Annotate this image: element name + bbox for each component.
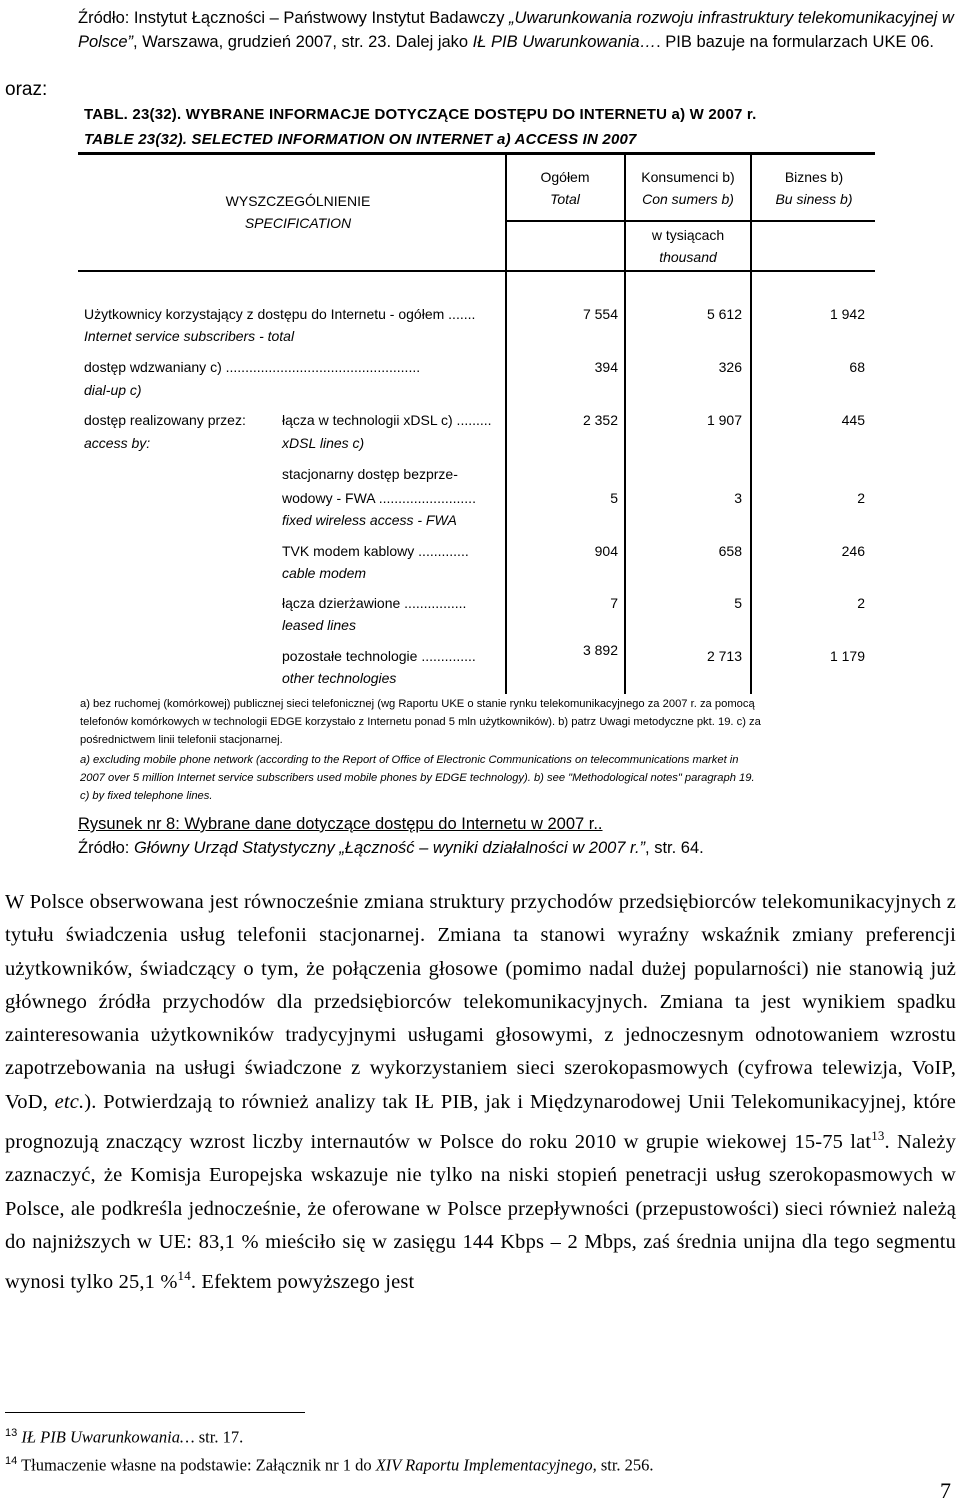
header-spec-pl: WYSZCZEGÓLNIENIE — [225, 193, 371, 209]
row-xdsl-en: xDSL lines c) — [282, 435, 365, 451]
footnote-14 — [5, 1450, 654, 1477]
row-leased-en: leased lines — [282, 617, 356, 633]
source-mid: , Warszawa, grudzień 2007, str. 23. Dalej jako — [133, 33, 473, 51]
cell-dialup-bus: 68 — [849, 359, 865, 375]
footnote-13-number: 13 — [5, 1427, 18, 1439]
cell-fwa-bus: 2 — [857, 490, 865, 506]
footnote-ref-13[interactable]: 13 — [871, 1128, 885, 1144]
cell-total-bus: 1 942 — [829, 306, 865, 322]
body-etc: etc. — [54, 1090, 85, 1113]
table-title-en: TABLE 23(32). SELECTED INFORMATION ON INTERNET a) ACCESS IN 2007 — [84, 131, 637, 148]
table-note-pl-1: a) bez ruchomej (komórkowej) publicznej sieci telefonicznej (wg Raportu UKE o stanie rynku telekomunikacyjnego za 2007 r. za pomocą — [80, 698, 755, 710]
header-unit-pl: w tysiącach — [651, 227, 725, 243]
row-fwa-en: fixed wireless access - FWA — [282, 512, 457, 528]
footnote-13-rest: str. 17. — [194, 1427, 244, 1447]
cell-cable-cons: 658 — [718, 543, 742, 559]
body-paragraph — [5, 886, 956, 1299]
source-prefix: Źródło: Instytut Łączności – Państwowy Instytut Badawczy — [78, 9, 510, 27]
caption-source-suffix: , str. 64. — [645, 839, 704, 857]
row-xdsl-pl: łącza w technologii xDSL c) ......... — [282, 412, 492, 428]
page-number: 7 — [940, 1478, 951, 1503]
body-part-1: W Polsce obserwowana jest równocześnie zmiana struktury przychodów przedsiębiorców telekomunikacyjnych z tytułu świadczenia usług telefonii stacjonarnej. Zmiana ta stanowi wyraźny wskaźnik zmiany preferencji użytkowników, świadczący o tym, że połączenia głosowe (pomimo nadal dużej popularności) nie stanowią już głównego źródła przychodów dla przedsiębiorców telekomunikacyjnych. Zmiana ta jest wynikiem spadku zainteresowania użytkowników tradycyjnymi usługami głosowymi, z jednoczesnym odnotowaniem wzrostu zapotrzebowania na usługi świadczone z wykorzystaniem sieci szerokopasmowych (cyfrowa telewizja, VoIP, VoD, — [5, 891, 956, 1113]
source-citation-top — [78, 6, 956, 54]
header-consumers — [627, 166, 749, 210]
header-cons-pl: Konsumenci b) — [641, 169, 735, 185]
header-bus-en: Bu siness b) — [775, 191, 853, 207]
header-total — [508, 166, 622, 210]
cell-fwa-cons: 3 — [734, 490, 742, 506]
row-fwa-pl-2: wodowy - FWA ......................... — [282, 490, 476, 506]
header-business — [753, 166, 875, 210]
row-access-pl: dostęp realizowany przez: — [84, 412, 246, 428]
table-note-en-2: 2007 over 5 million Internet service subscribers used mobile phones by EDGE technology). b) see "Methodological notes" paragraph 19. — [80, 772, 755, 784]
source-alias: IŁ PIB Uwarunkowania… — [472, 33, 657, 51]
cell-dialup-total: 394 — [594, 359, 618, 375]
header-bottom-rule — [78, 270, 875, 272]
footnote-14-rest: str. 256. — [596, 1455, 654, 1475]
cell-total-cons: 5 612 — [706, 306, 742, 322]
body-part-3: . Należy zaznaczyć, że Komisja Europejska wskazuje nie tylko na niski stopień penetracji usług szerokopasmowych w Polsce, ale podkreśla jednocześnie, że oferowane w Polsce przepływności (przepustowości) sieci również należą do najniższych w UE: 83,1 % mieściło się w zasięgu 144 Kbps – 2 Mbps, zaś średnia unijna dla tego segmentu wynosi tylko 25,1 % — [5, 1130, 956, 1293]
cell-leased-cons: 5 — [734, 595, 742, 611]
cell-dialup-cons: 326 — [718, 359, 742, 375]
oraz-label: oraz: — [5, 79, 48, 100]
cell-other-total: 3 892 — [582, 642, 618, 658]
caption-source-prefix: Źródło: — [78, 839, 134, 857]
cell-leased-total: 7 — [610, 595, 618, 611]
table-note-pl-2: telefonów komórkowych w technologii EDGE korzystało z Internetu ponad 5 mln użytkowników). b) patrz Uwagi metodyczne pkt. 19. c) za — [80, 716, 761, 728]
row-total-en: Internet service subscribers - total — [84, 328, 295, 344]
cell-cable-total: 904 — [594, 543, 618, 559]
col-divider-3 — [750, 154, 752, 694]
row-other-en: other technologies — [282, 670, 397, 686]
row-cable-en: cable modem — [282, 565, 367, 581]
cell-leased-bus: 2 — [857, 595, 865, 611]
row-dialup-pl: dostęp wdzwaniany c) .................................................. — [84, 359, 421, 375]
caption-source-italic: Główny Urząd Statystyczny „Łączność – wyniki działalności w 2007 r.” — [133, 839, 646, 857]
row-access-en: access by: — [84, 435, 151, 451]
body-part-4: . Efektem powyższego jest — [190, 1270, 415, 1293]
scanned-table-figure — [78, 104, 878, 804]
cell-xdsl-bus: 445 — [841, 412, 865, 428]
cell-other-bus: 1 179 — [829, 648, 865, 664]
footnote-14-italic: XIV Raportu Implementacyjnego, — [375, 1455, 597, 1475]
col-divider-2 — [624, 154, 626, 694]
table-top-rule — [78, 152, 875, 155]
header-unit-en: thousand — [659, 249, 717, 265]
header-total-pl: Ogółem — [540, 169, 590, 185]
cell-xdsl-cons: 1 907 — [706, 412, 742, 428]
cell-xdsl-total: 2 352 — [582, 412, 618, 428]
row-leased-pl: łącza dzierżawione ................ — [282, 595, 467, 611]
footnote-14-prefix: Tłumaczenie własne na podstawie: Załącznik nr 1 do — [17, 1455, 376, 1475]
caption-source — [78, 836, 704, 860]
footnote-13 — [5, 1422, 243, 1449]
source-title: „Uwarunkowania rozwoju infrastruktury telekomunikacyjnej w Polsce” — [78, 9, 954, 51]
footnote-14-number: 14 — [5, 1455, 18, 1467]
header-unit — [627, 224, 749, 268]
row-fwa-pl-1: stacjonarny dostęp bezprze- — [282, 466, 458, 482]
cell-cable-bus: 246 — [841, 543, 865, 559]
figure-caption — [78, 812, 704, 860]
header-cons-en: Con sumers b) — [642, 191, 734, 207]
row-other-pl: pozostałe technologie .............. — [282, 648, 476, 664]
table-note-en-1: a) excluding mobile phone network (according to the Report of Office of Electronic Communications on telecommunications market in — [80, 754, 739, 766]
cell-total-total: 7 554 — [582, 306, 618, 322]
row-cable-pl: TVK modem kablowy ............. — [282, 543, 469, 559]
header-spec — [138, 190, 458, 234]
col-divider-1 — [505, 154, 507, 694]
cell-other-cons: 2 713 — [706, 648, 742, 664]
footnote-ref-14[interactable]: 14 — [177, 1268, 191, 1284]
row-total-pl: Użytkownicy korzystający z dostępu do Internetu - ogółem ....... — [84, 306, 476, 322]
body-part-2: ). Potwierdzają to również analizy tak IŁ PIB, jak i Międzynarodowej Unii Telekomunikacyjnej, które prognozują znaczący wzrost liczby internautów w Polsce do roku 2010 w grupie wiekowej 15-75 lat — [5, 1090, 956, 1153]
footnote-separator — [5, 1412, 305, 1413]
header-spec-en: SPECIFICATION — [244, 215, 352, 231]
table-note-en-3: c) by fixed telephone lines. — [80, 790, 213, 802]
row-dialup-en: dial-up c) — [84, 382, 142, 398]
header-bus-pl: Biznes b) — [784, 169, 844, 185]
footnote-13-italic: IŁ PIB Uwarunkowania… — [21, 1427, 195, 1447]
table-note-pl-3: pośrednictwem linii telefonii stacjonarnej. — [80, 734, 283, 746]
cell-fwa-total: 5 — [610, 490, 618, 506]
table-title-pl: TABL. 23(32). WYBRANE INFORMACJE DOTYCZĄCE DOSTĘPU DO INTERNETU a) W 2007 r. — [84, 106, 757, 123]
source-suffix: . PIB bazuje na formularzach UKE 06. — [656, 33, 934, 51]
caption-title: Rysunek nr 8: Wybrane dane dotyczące dostępu do Internetu w 2007 r.. — [78, 815, 603, 833]
header-total-en: Total — [550, 191, 580, 207]
header-sub-rule — [505, 220, 875, 222]
